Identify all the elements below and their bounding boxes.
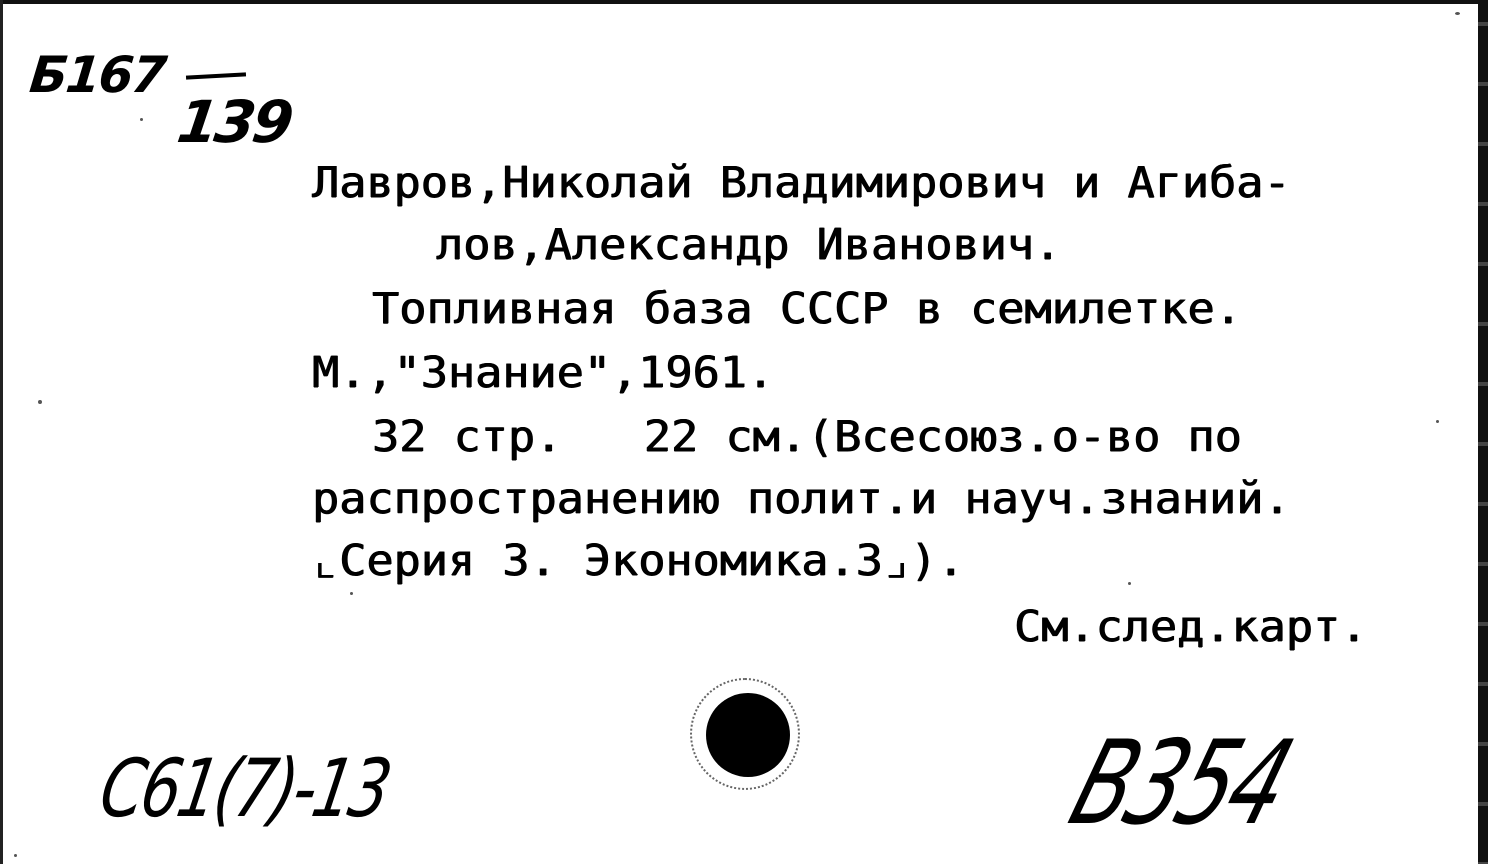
see-next-card: См.след.карт. (1014, 602, 1368, 652)
card-right-edge (1478, 0, 1488, 864)
speck (1455, 12, 1460, 15)
punch-hole (706, 693, 790, 777)
shelfmark: Б167 (26, 46, 168, 104)
collation-line: 32 стр. 22 см.(Всесоюз.о-во по (372, 412, 1242, 462)
speck (1128, 582, 1131, 585)
series-line-2: ⌞Серия 3. Экономика.3⌟). (312, 536, 965, 586)
speck (1436, 420, 1439, 423)
card-left-edge (0, 0, 3, 864)
shelfmark-fraction-line (186, 72, 246, 79)
author-line-2: лов,Александр Иванович. (436, 220, 1062, 270)
speck (38, 400, 42, 404)
card-top-edge (0, 0, 1488, 4)
inventory-number: В354 (1056, 716, 1306, 851)
speck (140, 118, 143, 121)
title-line: Топливная база СССР в семилетке. (372, 284, 1242, 334)
classmark: С61(7)-13 (93, 742, 396, 835)
imprint-line: М.,"Знание",1961. (312, 348, 775, 398)
speck (14, 854, 17, 857)
speck (350, 592, 353, 595)
shelfmark-number: 139 (173, 88, 295, 156)
series-line-1: распространению полит.и науч.знаний. (312, 474, 1291, 524)
author-line-1: Лавров,Николай Владимирович и Агиба- (312, 158, 1291, 208)
